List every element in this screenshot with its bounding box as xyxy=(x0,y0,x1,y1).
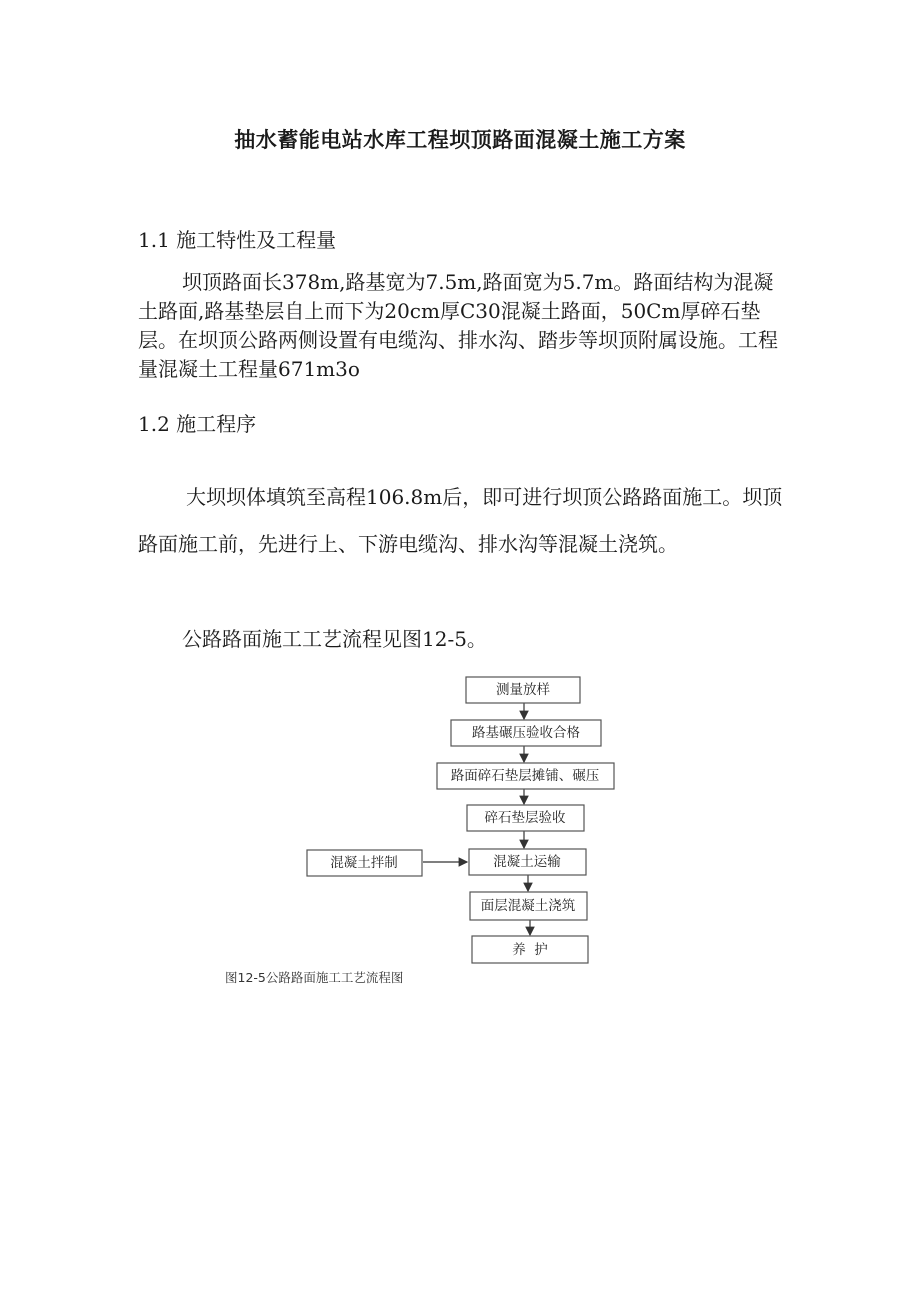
flow-step-gravel-paving xyxy=(437,763,614,789)
flow-step-surface-pouring xyxy=(470,892,587,920)
section-1-2-flow-reference: 公路路面施工工艺流程见图12-5。 xyxy=(182,627,487,651)
figure-caption: 图12-5公路路面施工工艺流程图 xyxy=(225,970,404,985)
svg-text:测量放样: 测量放样 xyxy=(496,682,550,698)
flow-step-concrete-transport xyxy=(469,849,586,875)
flow-step-subgrade-acceptance xyxy=(451,720,601,746)
section-1-1-paragraph: 坝顶路面长378m,路基宽为7.5m,路面宽为5.7m。路面结构为混凝土路面,路基垫层自上而下为20cm厚C30混凝土路面，50Cm厚碎石垫层。在坝顶公路两侧设置有电缆沟、排水沟、踏步等坝顶附属设施。工程量混凝土工程量671m3o xyxy=(138,270,778,381)
svg-text:面层混凝土浇筑: 面层混凝土浇筑 xyxy=(480,898,576,914)
svg-text:养 护: 养 护 xyxy=(512,942,548,958)
flow-step-gravel-acceptance xyxy=(467,805,584,831)
flow-step-survey xyxy=(466,677,580,703)
svg-text:路面碎石垫层摊铺、碾压: 路面碎石垫层摊铺、碾压 xyxy=(450,768,600,784)
svg-text:混凝土拌制: 混凝土拌制 xyxy=(330,855,398,871)
svg-text:路基碾压验收合格: 路基碾压验收合格 xyxy=(472,725,580,741)
section-heading-1-2: 1.2 施工程序 xyxy=(138,412,257,436)
svg-text:碎石垫层验收: 碎石垫层验收 xyxy=(484,810,566,826)
section-1-2-paragraph: 大坝坝体填筑至高程106.8m后，即可进行坝顶公路路面施工。坝顶路面施工前，先进行上、下游电缆沟、排水沟等混凝土浇筑。 xyxy=(138,485,783,556)
flow-side-concrete-mixing xyxy=(307,850,422,876)
document-title: 抽水蓄能电站水库工程坝顶路面混凝土施工方案 xyxy=(234,127,686,152)
svg-text:混凝土运输: 混凝土运输 xyxy=(493,854,561,870)
flow-step-curing xyxy=(472,936,588,963)
section-heading-1-1: 1.1 施工特性及工程量 xyxy=(138,228,337,252)
